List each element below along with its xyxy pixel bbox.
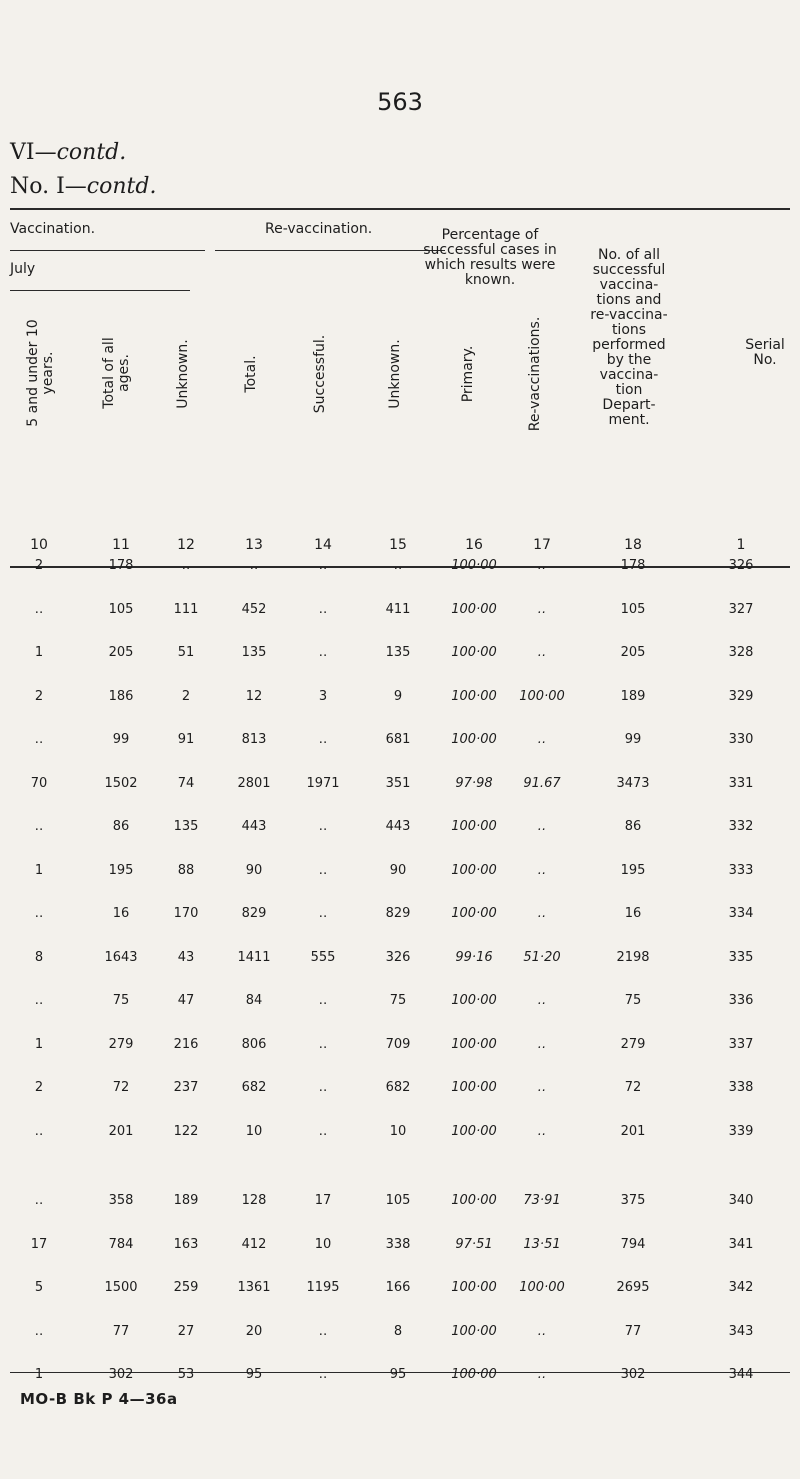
- cell-unknown: 163: [173, 1236, 199, 1252]
- cell-revacc-pct: ‥: [537, 862, 547, 878]
- cell-revacc-pct: ‥: [537, 819, 547, 834]
- percentage-line-4: known.: [464, 272, 516, 288]
- cell-serial: 340: [728, 1193, 754, 1208]
- col10-line-2: years.: [40, 351, 56, 395]
- cell-unknown: 43: [177, 949, 195, 965]
- cell-serial: 338: [728, 1080, 754, 1095]
- cell-primary-pct: 100·00: [451, 1123, 497, 1139]
- cell-under10: ‥: [34, 993, 44, 1008]
- cell-unknown: ‥: [181, 558, 191, 573]
- cell-total-successful: 189: [620, 688, 646, 704]
- cell-successful: ‥: [318, 1036, 328, 1052]
- cell-total-successful: 75: [624, 993, 642, 1008]
- serial-heading: [735, 338, 795, 368]
- col12-heading: Unknown.: [175, 339, 191, 409]
- cell-revacc-total: 1361: [237, 1280, 271, 1295]
- no-line-5: re-vaccina-: [590, 307, 668, 323]
- cell-primary-pct: 100·00: [451, 993, 497, 1008]
- cell-successful: ‥: [318, 732, 328, 747]
- cell-revacc-unknown: 829: [385, 906, 411, 921]
- cell-total-all-ages: 75: [112, 993, 130, 1008]
- cell-revacc-total: 135: [241, 645, 267, 660]
- col11-line-1: Total of all: [101, 337, 117, 409]
- cell-revacc-total: 1411: [237, 949, 271, 965]
- cell-revacc-total: 90: [245, 862, 263, 878]
- no-line-10: tion: [615, 382, 643, 398]
- cell-successful: ‥: [318, 993, 328, 1008]
- cell-revacc-total: 95: [245, 1367, 263, 1382]
- cell-total-all-ages: 77: [112, 1323, 130, 1339]
- cell-total-successful: 77: [624, 1323, 642, 1339]
- cell-serial: 332: [728, 819, 754, 834]
- cell-revacc-unknown: 166: [385, 1280, 411, 1295]
- cell-revacc-unknown: 90: [389, 862, 407, 878]
- cell-under10: 1: [34, 645, 44, 660]
- cell-total-all-ages: 1500: [104, 1280, 138, 1295]
- cell-unknown: 91: [177, 732, 195, 747]
- cell-under10: ‥: [34, 601, 44, 617]
- top-rule: [10, 208, 790, 210]
- colno-17: 17: [533, 537, 551, 553]
- cell-revacc-unknown: 95: [389, 1367, 407, 1382]
- percentage-heading: [400, 228, 580, 288]
- cell-unknown: 122: [173, 1123, 199, 1139]
- cell-primary-pct: 100·00: [451, 1080, 497, 1095]
- cell-total-all-ages: 784: [108, 1236, 134, 1252]
- col16-heading: Primary.: [460, 345, 476, 403]
- col14-heading: Successful.: [312, 334, 328, 414]
- percentage-line-2: successful cases in: [423, 242, 557, 258]
- cell-revacc-pct: 100·00: [519, 688, 565, 704]
- section-suffix: contd.: [56, 140, 127, 165]
- colno-12: 12: [177, 537, 195, 553]
- cell-unknown: 27: [177, 1323, 195, 1339]
- cell-serial: 326: [728, 558, 754, 573]
- vacc-underline: [10, 250, 205, 251]
- cell-primary-pct: 97·51: [455, 1236, 493, 1252]
- cell-primary-pct: 100·00: [451, 601, 497, 617]
- cell-total-successful: 86: [624, 819, 642, 834]
- cell-serial: 343: [728, 1323, 754, 1339]
- cell-revacc-pct: 100·00: [519, 1280, 565, 1295]
- cell-serial: 331: [728, 775, 754, 791]
- cell-under10: 1: [34, 862, 44, 878]
- no-line-9: vaccina-: [599, 367, 659, 383]
- cell-under10: 2: [34, 1080, 44, 1095]
- cell-under10: ‥: [34, 1323, 44, 1339]
- cell-revacc-unknown: ‥: [393, 558, 403, 573]
- subsection-prefix: No. I—: [10, 174, 87, 199]
- no-line-6: tions: [611, 322, 647, 338]
- cell-successful: ‥: [318, 645, 328, 660]
- cell-primary-pct: 100·00: [451, 819, 497, 834]
- cell-unknown: 216: [173, 1036, 199, 1052]
- cell-under10: 70: [30, 775, 48, 791]
- percentage-line-1: Percentage of: [441, 227, 539, 243]
- cell-total-all-ages: 16: [112, 906, 130, 921]
- cell-total-successful: 195: [620, 862, 646, 878]
- page-number: 563: [377, 88, 423, 116]
- cell-revacc-pct: 73·91: [523, 1193, 561, 1208]
- cell-serial: 329: [728, 688, 754, 704]
- col10-line-1: 5 and under 10: [25, 319, 41, 427]
- cell-revacc-unknown: 8: [393, 1323, 403, 1339]
- cell-total-successful: 16: [624, 906, 642, 921]
- cell-serial: 334: [728, 906, 754, 921]
- cell-unknown: 2: [181, 688, 191, 704]
- cell-revacc-total: ‥: [249, 558, 259, 573]
- no-line-12: ment.: [608, 412, 650, 428]
- subsection-suffix: contd.: [86, 174, 157, 199]
- cell-under10: 5: [34, 1280, 44, 1295]
- cell-total-successful: 105: [620, 601, 646, 617]
- cell-under10: ‥: [34, 1193, 44, 1208]
- cell-unknown: 135: [173, 819, 199, 834]
- cell-under10: ‥: [34, 732, 44, 747]
- cell-total-all-ages: 186: [108, 688, 134, 704]
- cell-under10: 1: [34, 1036, 44, 1052]
- cell-revacc-unknown: 682: [385, 1080, 411, 1095]
- cell-revacc-pct: 91.67: [523, 775, 561, 791]
- no-line-8: by the: [606, 352, 652, 368]
- cell-revacc-total: 84: [245, 993, 263, 1008]
- cell-revacc-total: 10: [245, 1123, 263, 1139]
- cell-primary-pct: 100·00: [451, 906, 497, 921]
- cell-successful: ‥: [318, 1080, 328, 1095]
- colno-10: 10: [30, 537, 48, 553]
- cell-unknown: 111: [173, 601, 199, 617]
- cell-revacc-unknown: 105: [385, 1193, 411, 1208]
- no-line-3: vaccina-: [599, 277, 659, 293]
- cell-under10: 2: [34, 688, 44, 704]
- cell-unknown: 259: [173, 1280, 199, 1295]
- cell-revacc-unknown: 10: [389, 1123, 407, 1139]
- col17-heading: Re-vaccinations.: [527, 316, 543, 432]
- cell-total-successful: 178: [620, 558, 646, 573]
- cell-primary-pct: 100·00: [451, 1323, 497, 1339]
- cell-unknown: 51: [177, 645, 195, 660]
- cell-revacc-unknown: 351: [385, 775, 411, 791]
- cell-total-successful: 72: [624, 1080, 642, 1095]
- cell-total-successful: 201: [620, 1123, 646, 1139]
- serial-line-2: No.: [753, 352, 777, 368]
- colno-14: 14: [314, 537, 332, 553]
- cell-revacc-total: 806: [241, 1036, 267, 1052]
- cell-unknown: 237: [173, 1080, 199, 1095]
- col15-heading: Unknown.: [387, 339, 403, 409]
- cell-successful: ‥: [318, 558, 328, 573]
- cell-total-successful: 2695: [616, 1280, 650, 1295]
- cell-total-all-ages: 1502: [104, 775, 138, 791]
- cell-under10: 2: [34, 558, 44, 573]
- cell-total-all-ages: 99: [112, 732, 130, 747]
- cell-successful: ‥: [318, 601, 328, 617]
- cell-total-successful: 375: [620, 1193, 646, 1208]
- cell-total-all-ages: 72: [112, 1080, 130, 1095]
- cell-primary-pct: 100·00: [451, 1036, 497, 1052]
- cell-serial: 337: [728, 1036, 754, 1052]
- cell-revacc-unknown: 75: [389, 993, 407, 1008]
- cell-successful: ‥: [318, 1367, 328, 1382]
- cell-revacc-total: 452: [241, 601, 267, 617]
- cell-primary-pct: 99·16: [455, 949, 493, 965]
- cell-unknown: 74: [177, 775, 195, 791]
- cell-serial: 342: [728, 1280, 754, 1295]
- col11-line-2: ages.: [116, 354, 132, 392]
- cell-revacc-total: 20: [245, 1323, 263, 1339]
- cell-unknown: 47: [177, 993, 195, 1008]
- cell-under10: 1: [34, 1367, 44, 1382]
- cell-revacc-unknown: 135: [385, 645, 411, 660]
- cell-serial: 328: [728, 645, 754, 660]
- footer-code: MO-B Bk P 4—36a: [20, 1390, 178, 1408]
- cell-total-all-ages: 205: [108, 645, 134, 660]
- colno-18: 18: [624, 537, 642, 553]
- cell-revacc-pct: ‥: [537, 558, 547, 573]
- cell-revacc-unknown: 338: [385, 1236, 411, 1252]
- cell-revacc-total: 443: [241, 819, 267, 834]
- cell-serial: 339: [728, 1123, 754, 1139]
- cell-successful: ‥: [318, 906, 328, 921]
- cell-revacc-pct: ‥: [537, 1367, 547, 1382]
- percentage-line-3: which results were: [424, 257, 556, 273]
- cell-primary-pct: 100·00: [451, 862, 497, 878]
- cell-unknown: 189: [173, 1193, 199, 1208]
- cell-unknown: 170: [173, 906, 199, 921]
- total-successful-heading: [574, 248, 684, 428]
- cell-revacc-total: 813: [241, 732, 267, 747]
- cell-primary-pct: 100·00: [451, 1280, 497, 1295]
- cell-under10: ‥: [34, 906, 44, 921]
- cell-total-all-ages: 302: [108, 1367, 134, 1382]
- cell-total-all-ages: 358: [108, 1193, 134, 1208]
- serial-line-1: Serial: [745, 337, 785, 353]
- cell-successful: 3: [318, 688, 328, 704]
- cell-revacc-unknown: 326: [385, 949, 411, 965]
- cell-under10: ‥: [34, 819, 44, 834]
- cell-total-all-ages: 279: [108, 1036, 134, 1052]
- cell-successful: ‥: [318, 1123, 328, 1139]
- cell-revacc-total: 128: [241, 1193, 267, 1208]
- cell-revacc-total: 12: [245, 688, 263, 704]
- cell-primary-pct: 100·00: [451, 558, 497, 573]
- cell-serial: 336: [728, 993, 754, 1008]
- colno-15: 15: [389, 537, 407, 553]
- cell-revacc-pct: ‥: [537, 732, 547, 747]
- cell-total-all-ages: 178: [108, 558, 134, 573]
- cell-serial: 327: [728, 601, 754, 617]
- cell-revacc-total: 412: [241, 1236, 267, 1252]
- cell-total-successful: 279: [620, 1036, 646, 1052]
- cell-primary-pct: 97·98: [455, 775, 493, 791]
- cell-primary-pct: 100·00: [451, 1193, 497, 1208]
- revaccination-heading: Re-vaccination.: [265, 221, 373, 237]
- cell-revacc-unknown: 411: [385, 601, 411, 617]
- cell-unknown: 53: [177, 1367, 195, 1382]
- cell-primary-pct: 100·00: [451, 688, 497, 704]
- cell-revacc-pct: ‥: [537, 601, 547, 617]
- cell-revacc-pct: ‥: [537, 906, 547, 921]
- cell-serial: 333: [728, 862, 754, 878]
- july-rule: [10, 290, 190, 291]
- cell-revacc-total: 682: [241, 1080, 267, 1095]
- cell-under10: 8: [34, 949, 44, 965]
- section-heading: [10, 140, 126, 165]
- cell-primary-pct: 100·00: [451, 1367, 497, 1382]
- cell-total-all-ages: 201: [108, 1123, 134, 1139]
- cell-total-successful: 99: [624, 732, 642, 747]
- cell-total-all-ages: 86: [112, 819, 130, 834]
- cell-successful: 17: [314, 1193, 332, 1208]
- cell-total-all-ages: 105: [108, 601, 134, 617]
- colno-16: 16: [465, 537, 483, 553]
- cell-revacc-pct: ‥: [537, 1323, 547, 1339]
- cell-total-all-ages: 195: [108, 862, 134, 878]
- colno-11: 11: [112, 537, 130, 553]
- cell-successful: ‥: [318, 1323, 328, 1339]
- july-heading: July: [10, 261, 36, 277]
- cell-revacc-total: 2801: [237, 775, 271, 791]
- cell-successful: 1195: [306, 1280, 340, 1295]
- col10-heading: [26, 313, 62, 433]
- cell-successful: ‥: [318, 862, 328, 878]
- no-line-7: performed: [592, 337, 666, 353]
- cell-total-successful: 205: [620, 645, 646, 660]
- cell-serial: 341: [728, 1236, 754, 1252]
- cell-revacc-pct: 51·20: [523, 949, 561, 965]
- cell-revacc-pct: ‥: [537, 1123, 547, 1139]
- cell-unknown: 88: [177, 862, 195, 878]
- no-line-2: successful: [592, 262, 666, 278]
- section-prefix: VI—: [10, 140, 57, 165]
- cell-primary-pct: 100·00: [451, 645, 497, 660]
- cell-total-successful: 794: [620, 1236, 646, 1252]
- cell-revacc-pct: ‥: [537, 1036, 547, 1052]
- cell-total-successful: 3473: [616, 775, 650, 791]
- cell-successful: 555: [310, 949, 336, 965]
- cell-successful: ‥: [318, 819, 328, 834]
- no-line-4: tions and: [596, 292, 662, 308]
- cell-revacc-unknown: 709: [385, 1036, 411, 1052]
- colno-13: 13: [245, 537, 263, 553]
- cell-revacc-unknown: 9: [393, 688, 403, 704]
- colno-1: 1: [736, 537, 746, 553]
- cell-revacc-unknown: 443: [385, 819, 411, 834]
- no-line-1: No. of all: [598, 247, 660, 263]
- cell-serial: 344: [728, 1367, 754, 1382]
- cell-revacc-pct: ‥: [537, 993, 547, 1008]
- cell-total-all-ages: 1643: [104, 949, 138, 965]
- cell-under10: 17: [30, 1236, 48, 1252]
- no-line-11: Depart-: [602, 397, 656, 413]
- col11-heading: [102, 323, 138, 423]
- cell-primary-pct: 100·00: [451, 732, 497, 747]
- cell-successful: 1971: [306, 775, 340, 791]
- cell-serial: 335: [728, 949, 754, 965]
- cell-revacc-total: 829: [241, 906, 267, 921]
- vaccination-heading: Vaccination.: [10, 221, 96, 237]
- cell-revacc-pct: 13·51: [523, 1236, 561, 1252]
- cell-serial: 330: [728, 732, 754, 747]
- cell-total-successful: 2198: [616, 949, 650, 965]
- cell-revacc-pct: ‥: [537, 1080, 547, 1095]
- cell-successful: 10: [314, 1236, 332, 1252]
- cell-under10: ‥: [34, 1123, 44, 1139]
- cell-total-successful: 302: [620, 1367, 646, 1382]
- subsection-heading: [10, 174, 156, 199]
- cell-revacc-unknown: 681: [385, 732, 411, 747]
- col13-heading: Total.: [243, 355, 259, 393]
- cell-revacc-pct: ‥: [537, 645, 547, 660]
